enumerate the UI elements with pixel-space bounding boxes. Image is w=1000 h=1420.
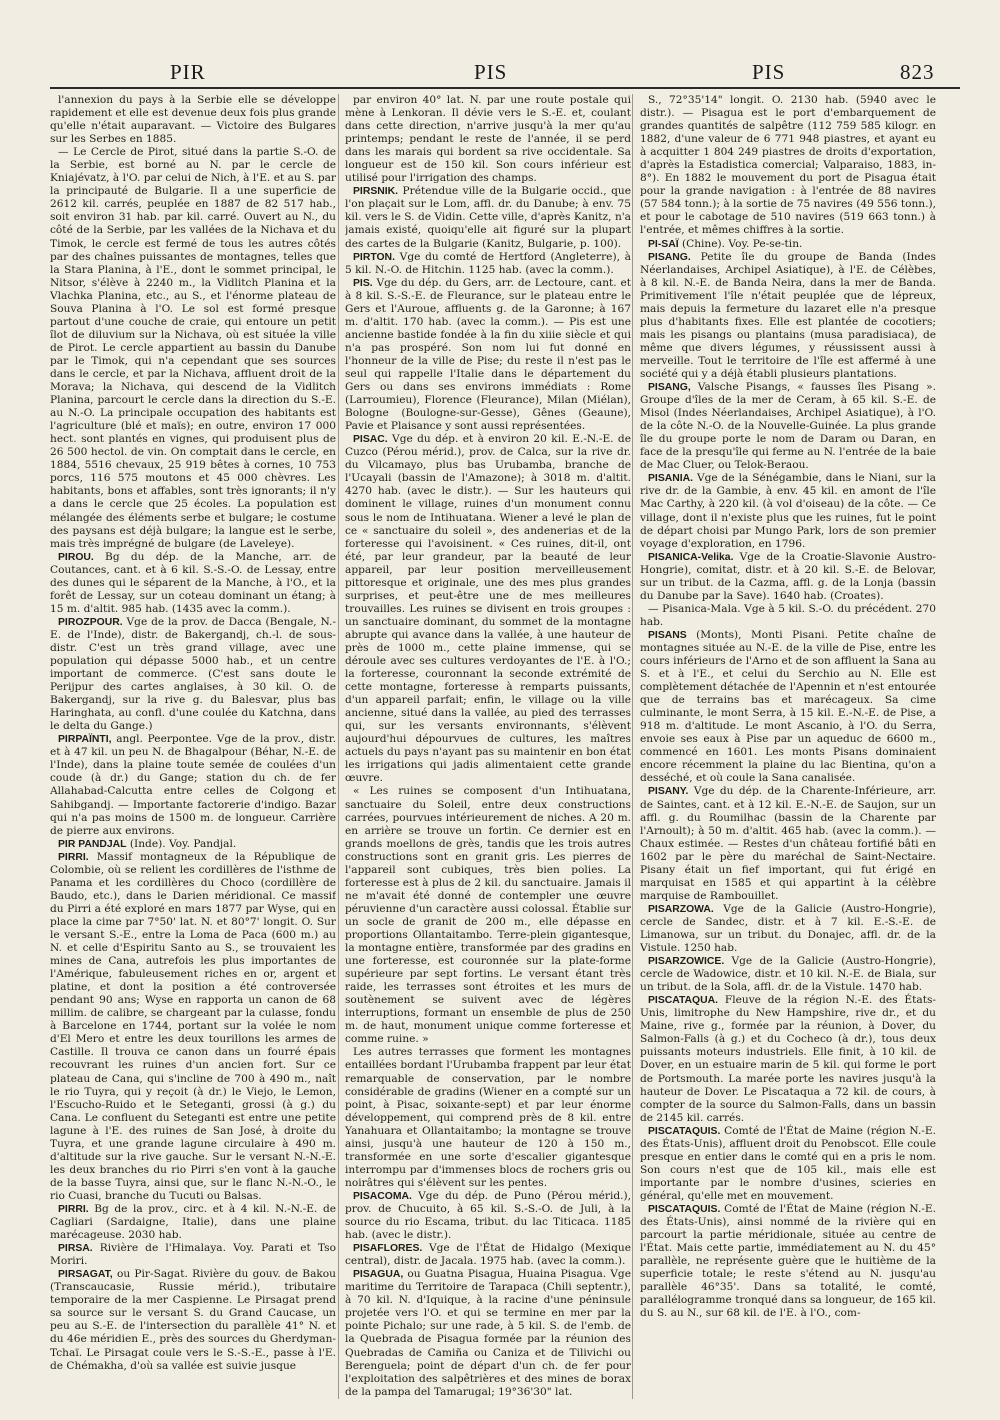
column-separator <box>338 94 339 1399</box>
entry-text: Vge du comté de Hertford (Angleterre), à 5 kil. N.-O. de Hitchin. 1125 hab. (avec la comm.). <box>345 250 631 276</box>
entry-headword: PIS. <box>353 277 373 289</box>
entry-text: Vge de la Sénégambie, dans le Niani, sur la rive dr. de la Gambie, à env. 45 kil. en amont de l'île Mac Carthy, à 220 kil. (à vol d'oiseau) de la côte. — Ce village, dont il n'existe plus que les ruines, fut le point de départ choisi par Mungo Park, lors de son premier voyage d'exploration, en 1796. <box>640 472 936 550</box>
dictionary-entry <box>50 1203 336 1242</box>
entry-text: angl. Peerpontee. Vge de la prov., distr. et à 47 kil. un peu N. de Bhagalpour (Béhar, N.-E. de l'Inde), dans la plaine toute semée de coulées d'un coude (à dr.) du Gange; station du ch. de fer Allahabad-Calcutta entre celles de Colgong et Sahibgandj. — Importante factorerie d'indigo. Bazar qui n'a pas moins de 1500 m. de longueur. Carrière de pierre aux environs. <box>50 733 336 837</box>
running-head-right: PIS <box>752 60 786 84</box>
entry-text: par environ 40° lat. N. par une route postale qui mène à Lenkoran. Il dévie vers le S.-E. et, coulant dans cette direction, n'arrive jusqu'à la mer qu'au printemps; pendant le reste de l'année, il se perd dans les marais qui bordent sa rive occidentale. Sa longueur est de 150 kil. Son cours inférieur est utilisé pour l'irrigation des champs. <box>345 94 631 185</box>
dictionary-entry <box>640 629 936 786</box>
dictionary-entry <box>345 94 631 185</box>
entry-headword: PIRRI. <box>58 1203 89 1215</box>
dictionary-entry <box>50 733 336 837</box>
dictionary-entry <box>640 238 936 251</box>
dictionary-entry <box>345 251 631 277</box>
entry-headword: PISANY. <box>648 786 689 798</box>
running-head-center: PIS <box>474 60 508 84</box>
text-column-1 <box>50 94 336 1404</box>
dictionary-entry <box>345 1046 631 1190</box>
entry-text: Prétendue ville de la Bulgarie occid., que l'on plaçait sur le Lom, affl. dr. du Danube; à env. 75 kil. vers le S. de Vidin. Cette ville, d'après Kanitz, n'a jamais existé, quoiqu'elle ait figuré sur la plupart des cartes de la Bulgarie (Kanitz, Bulgarie, p. 100). <box>345 185 631 250</box>
dictionary-entry <box>345 1242 631 1268</box>
entry-text: (Chine). Voy. Pe-se-tin. <box>681 237 803 250</box>
dictionary-entry <box>50 1242 336 1268</box>
entry-text: Vge de la Galicie (Austro-Hongrie), cercle de Wadowice, distr. et 10 kil. N.-E. de Biala, sur un tribut. de la Sola, affl. dr. de la Vistule. 1470 hab. <box>640 955 936 994</box>
entry-text: (Monts), Monti Pisani. Petite chaîne de montagnes située au N.-E. de la ville de Pise, entre les cours inférieurs de l'Arno et de son affluent la Sana au S. et à l'E., et celui du Serchio au N. Elle est complètement détachée de l'Apennin et n'est entourée que de terrains bas et marécageux. Sa cime culminante, le mont Serra, à 15 kil. E.-N.-E. de Pise, a 918 m. d'altitude. Le mont Ascanio, à l'O. du Serra, envoie ses eaux à Pise par un aqueduc de 6600 m., commencé en 1601. Les monts Pisans dominaient encore récemment la plaine du lac Bientina, qu'on a desséché, et où coule la Sana canalisée. <box>640 628 936 785</box>
entry-text: Bg de la prov., circ. et à 4 kil. N.-N.-E. de Cagliari (Sardaigne, Italie), dans une plaine marécageuse. 2030 hab. <box>50 1202 336 1242</box>
entry-headword: PISARZOWICE. <box>648 956 725 968</box>
entry-text: Petite île du groupe de Banda (Indes Néerlandaises, Archipel Asiatique), à l'E. de Célèbes, à 8 kil. N.-E. de Banda Neira, dans la mer de Banda. Primitivement l'île n'était peuplée que de lépreux, mais depuis la fermeture du lazaret elle n'a presque plus d'habitants fixes. Elle est plantée de cocotiers; mais les pisangs ou plantains (musa paradisiaca), de même que divers légumes, y réussissent aussi à merveille. Tout le territoire de l'île est affermé à une société qui y a déjà établi plusieurs plantations. <box>640 250 936 380</box>
dictionary-entry <box>640 94 936 238</box>
entry-headword: PIROZPOUR. <box>58 616 123 628</box>
entry-text: l'annexion du pays à la Serbie elle se développe rapidement et elle est devenue deux fois plus grande qu'elle n'était auparavant. — Victoire des Bulgares sur les Serbes en 1885. <box>50 94 336 146</box>
dictionary-entry <box>50 838 336 851</box>
page-number: 823 <box>900 60 935 84</box>
dictionary-entry <box>640 955 936 994</box>
entry-text: Massif montagneux de la République de Colombie, où se relient les cordillères de l'isthme de Panama et les cordillères du Choco (cordillère de Baudo, etc.), dans le Darien méridional. Ce massif du Pirri a été exploré en mars 1877 par Wyse, qui en place la cime par 7°50' lat. N. et 80°7' longit. O. Sur le versant S.-E., entre la Loma de Paca (600 m.) au N. et celle d'Espiritu Santo au S., se trouvaient les mines de Cana, autrefois les plus importantes de l'Amérique, fabuleusement riches en or, argent et platine, et dont la position a été controversée pendant 90 ans; Wyse en rapporta un canon de 68 millim. de calibre, se chargeant par la culasse, fondu à Barcelone en 1744, portant sur la volée le nom d'El Mero et entre les deux tourillons les armes de Castille. Il trouva ce canon dans un fourré épais recouvrant les ruines d'un ancien fort. Sur ce plateau de Cana, qui s'incline de 700 à 490 m., naît le rio Tuyra, qui y reçoit (à dr.) le Viejo, le Lemon, l'Escucho-Ruido et le Seteganti, grossi (à g.) du Cana. Le confluent du Seteganti est entre une petite lagune à l'E. des ruines de San José, à droite du Tuyra, et une grande lagune circulaire à 490 m. d'altitude sur la rive gauche. Sur le versant N.-N.-E. les deux branches du rio Pirri s'en vont à la gauche de la basse Tuyra, ainsi que, sur le flanc N.-N.-O., le rio Cuasi, branche du Tucuti ou Balsas. <box>50 850 336 1202</box>
entry-headword: PISANS <box>648 629 687 641</box>
entry-headword: PIR PANDJAL <box>58 838 127 850</box>
column-separator <box>632 94 633 1399</box>
dictionary-entry <box>640 1203 936 1320</box>
entry-text: ou Pir-Sagat. Rivière du gouv. de Bakou (Transcaucasie, Russie mérid.), tributaire temporaire de la mer Caspienne. Le Pirsagat prend sa source sur le versant S. du Grand Caucase, un peu au S.-E. de l'intersection du parallèle 41° N. et du 46e méridien E., près des sources du Gherdyman-Tchaï. Le Pirsagat coule vers le S.-S.-E., passe à l'E. de Chémakha, d'où sa vallée est suivie jusque <box>50 1268 336 1372</box>
text-column-2 <box>345 94 631 1404</box>
entry-text: Vge de la Croatie-Slavonie Austro-Hongrie), comitat, distr. et à 20 kil. S.-E. de Belovar, sur un tribut. de la Cazma, affl. g. de la Lonja (bassin du Danube par la Save). 1640 hab. (Croates). <box>640 550 936 602</box>
entry-text: ou Guatna Pisagua, Huaina Pisagua. Vge maritime du Territoire de Tarapaca (Chili septentr.), à 70 kil. N. d'Iquique, à la racine d'une péninsule projetée vers l'O. et qui se termine en mer par la pointe Pichalo; sur une rade, à 5 kil. S. de l'emb. de la Quebrada de Pisagua formée par la réunion des Quebradas de Camiña ou Caniza et de Tilivichi ou Berenguela; point de départ d'un ch. de fer pour l'exploitation des salpêtrières et des mines de borax de la pampa del Tamarugal; 19°36'30" lat. <box>345 1268 631 1398</box>
entry-text: Vge de la Galicie (Austro-Hongrie), cercle de Sandec, distr. et à 7 kil. E.-S.-E. de Limanowa, sur un tribut. du Donajec, affl. dr. de la Vistule. 1250 hab. <box>640 902 936 955</box>
entry-text: Valsche Pisangs, « fausses îles Pisang ». Groupe d'îles de la mer de Ceram, à 65 kil. S.-E. de Misol (Indes Néerlandaises, Archipel Asiatique), à l'O. de la côte N.-O. de la Nouvelle-Guinée. La plus grande île du groupe porte le nom de Daram ou Daran, en face de la presqu'île qui ferme au N. l'entrée de la baie de Mac Cluer, ou Telok-Beraou. <box>640 381 936 472</box>
entry-headword: PISACOMA. <box>353 1190 412 1202</box>
entry-headword: PISAFLORES. <box>353 1243 423 1255</box>
entry-headword: PISANICA-Velika. <box>648 551 734 563</box>
entry-headword: PISAGUA, <box>353 1269 404 1281</box>
header-rule <box>50 87 960 89</box>
dictionary-entry <box>345 277 631 434</box>
dictionary-entry <box>50 1268 336 1372</box>
entry-text: S., 72°35'14" longit. O. 2130 hab. (5940 avec le distr.). — Pisagua est le port d'embarquement de grandes quantités de salpêtre (112 759 585 kilogr. en 1882, d'une valeur de 6 771 948 piastres, et ayant eu à acquitter 1 804 249 piastres de droits d'exportation, d'après la Estadistica comercial; Valparaiso, 1883, in-8°). En 1882 le mouvement du port de Pisagua était pour la grande navigation : à l'entrée de 88 navires (57 584 tonn.); à la sortie de 75 navires (49 556 tonn.), et pour le cabotage de 510 navires (519 663 tonn.) à l'entrée, et mêmes chiffres à la sortie. <box>640 94 936 237</box>
entry-headword: PISANG, <box>648 382 691 394</box>
running-head-left: PIR <box>170 60 206 84</box>
dictionary-entry <box>640 381 936 472</box>
entry-text: Comté de l'État de Maine (région N.-E. des États-Unis), ainsi nommé de la rivière qui en parcourt la partie méridionale, située au centre de l'État. Mais cette partie, immédiatement au N. du 45° parallèle, ne représente guère que le huitième de la superficie totale; le reste s'étend au N. jusqu'au parallèle 46°35'. Dans sa totalité, le comté, parallélogramme tronqué dans sa longueur, de 165 kil. du S. au N., sur 68 kil. de l'E. à l'O., com- <box>640 1202 936 1320</box>
entry-text: Vge du dép. du Gers, arr. de Lectoure, cant. et à 8 kil. S.-S.-E. de Fleurance, sur le plateau entre le Gers et l'Auroue, affluents g. de la Garonne; à 167 m. d'altit. 170 hab. (avec la comm.). — Pis est une ancienne bastide fondée à la fin du xiiie siècle et qui n'a pas prospéré. Son nom lui fut donné en l'honneur de la ville de Pise; du reste il n'est pas le seul qui rappelle l'Italie dans le département du Gers ou dans ses environs immédiats : Rome (Larroumieu), Florence (Fleurance), Milan (Miélan), Bologne (Boulogne-sur-Gesse), Gênes (Geaune), Pavie et Plaisance y sont aussi représentées. <box>345 276 631 433</box>
entry-text: Vge de la prov. de Dacca (Bengale, N.-E. de l'Inde), distr. de Bakergandj, ch.-l. de sous-distr. C'est un très grand village, avec une population qui dépasse 5000 hab., et un centre important de commerce. (C'est sans doute le Perijpur des cartes anglaises, à 30 kil. O. de Bakergandj, sur la rive g. du Balesvar, plus bas Haringhata, au confl. d'une coulée du Katchna, dans le delta du Gange.) <box>50 615 336 733</box>
entry-text: Bg du dép. de la Manche, arr. de Coutances, cant. et à 6 kil. S.-S.-O. de Lessay, entre des dunes qui le séparent de la Manche, à l'O., et la forêt de Lessay, sur un coteau dominant un étang; à 15 m. d'altit. 985 hab. (1435 avec la comm.). <box>50 550 336 615</box>
entry-text: Comté de l'État de Maine (région N.-E. des États-Unis), affluent droit du Penobscot. Elle coule presque en entier dans le comté qui en a pris le nom. Son cours n'est que de 105 kil., mais elle est importante par le nombre d'usines, scieries en général, qu'elle met en mouvement. <box>640 1124 936 1202</box>
entry-text: Vge du dép. et à environ 20 kil. E.-N.-E. de Cuzco (Pérou mérid.), prov. de Calca, sur la rive dr. du Vilcamayo, plus bas Urubamba, branche de l'Ucayali (bassin de l'Amazone); à 3018 m. d'altit. 4270 hab. (avec le distr.). — Sur les hauteurs qui dominent le village, ruines d'un monument connu sous le nom de Intihuatana. Wiener a levé le plan de ce « sanctuaire du soleil », des andenerias et de la forteresse qui l'avoisinent. « Ces ruines, dit-il, ont été, par leur grandeur, par la beauté de leur appareil, par leur position merveilleusement pittoresque et originale, une des mes plus grandes surprises, et peut-être une de mes meilleures trouvailles. Les ruines se divisent en trois groupes : un sanctuaire dominant, du sommet de la montagne abrupte qui avance dans la vallée, à une hauteur de près de 1000 m., cette plaine immense, qui se déroule avec ses cultures verdoyantes de l'E. à l'O.; la forteresse, couronnant la seconde extrémité de cette montagne, forteresse à remparts puissants, d'un appareil parfait; enfin, le village ou la ville ancienne, situé dans la vallée, au pied des terrasses qui, sur les versants environnants, s'élèvent aujourd'hui dépourvues de cultures, les maîtres actuels du pays n'ayant pas su maintenir en bon état les irrigations qui jadis alimentaient cette grande œuvre. <box>345 433 631 785</box>
entry-text: (Inde). Voy. Pandjal. <box>129 837 237 850</box>
dictionary-entry <box>640 551 936 603</box>
dictionary-entry <box>640 994 936 1124</box>
entry-headword: PIRSA. <box>58 1243 93 1255</box>
dictionary-entry <box>640 903 936 955</box>
entry-headword: PISANG. <box>648 251 691 263</box>
entry-headword: PIRTON. <box>353 251 395 263</box>
dictionary-entry <box>50 551 336 616</box>
entry-headword: PISAC. <box>353 434 388 446</box>
dictionary-entry <box>640 785 936 902</box>
entry-text: Vge du dép. de Puno (Pérou mérid.), prov. de Chucuito, à 65 kil. S.-S.-O. de Juli, à la source du rio Escama, tribut. du lac Titicaca. 1185 hab. (avec le distr.). <box>345 1189 631 1242</box>
dictionary-entry <box>640 472 936 550</box>
entry-text: — Le Cercle de Pirot, situé dans la partie S.-O. de la Serbie, est borné au N. par le cercle de Kniajévatz, à l'O. par celui de Nich, à l'E. et au S. par la principauté de Bulgarie. Il a une superficie de 2612 kil. carrés, peuplée en 1887 de 82 517 hab., soit environ 31 hab. par kil. carré. Ouvert au N., du côté de la Serbie, par les vallées de la Nichava et du Timok, le cercle est fermé de tous les autres côtés par des chaînes puissantes de montagnes, telles que la Stara Planina, à l'E., dont le sommet principal, le Nitsor, s'élève à 2240 m., la Vidlitch Planina et la Vlachka Planina, etc., au S., et l'énorme plateau de Souva Planina à l'O. Le sol est formé presque partout d'une couche de craie, qui entoure un petit îlot de diluvium sur la Nichava, où est située la ville de Pirot. Le cercle appartient au bassin du Danube par le Timok, qui n'a cependant que ses sources dans le cercle, et par la Nichava, affluent droit de la Morava; la Nichava, qui descend de la Vidlitch Planina, parcourt le cercle dans la direction du S.-E. au N.-O. La principale occupation des habitants est l'agriculture (blé et maïs); en outre, environ 17 000 hect. sont plantés en vignes, qui produisent plus de 26 500 hectol. de vin. On comptait dans le cercle, en 1884, 5516 chevaux, 25 919 bêtes à cornes, 10 753 porcs, 116 575 moutons et 45 000 chèvres. Les habitants, bons et affables, sont très ignorants; il n'y a dans le cercle que 25 écoles. La population est mélangée des éléments serbe et bulgare; le costume des paysans est déjà bulgare; la langue est le serbe, mais très imprégné de bulgare (de Laveleye). <box>50 146 336 550</box>
entry-text: Rivière de l'Himalaya. Voy. Parati et Tso Moriri. <box>50 1242 336 1268</box>
dictionary-entry <box>50 616 336 733</box>
entry-headword: PISANIA. <box>648 473 694 485</box>
entry-headword: PIROU. <box>58 551 94 563</box>
dictionary-entry <box>345 1190 631 1242</box>
dictionary-entry <box>640 251 936 381</box>
entry-text: Vge du dép. de la Charente-Inférieure, arr. de Saintes, cant. et à 12 kil. E.-N.-E. de Saujon, sur un affl. g. du Roumilhac (bassin de la Charente par l'Arnoult); à 50 m. d'altit. 465 hab. (avec la comm.). — Chaux estimée. — Restes d'un château fortifié bâti en 1602 par le père du maréchal de Saint-Nectaire. Pisany était un fief important, qui fut érigé en marquisat en 1585 et qui appartint à la célèbre marquise de Rambouillet. <box>640 785 936 902</box>
dictionary-entry <box>345 785 631 1046</box>
entry-headword: PIRPAÏNTI, <box>58 734 112 746</box>
entry-headword: PISCATAQUA. <box>648 995 719 1007</box>
entry-headword: PISARZOWA. <box>648 903 714 915</box>
entry-headword: PISCATAQUIS. <box>648 1125 721 1137</box>
dictionary-entry <box>50 851 336 1203</box>
dictionary-entry <box>50 94 336 146</box>
entry-text: — Pisanica-Mala. Vge à 5 kil. S.-O. du précédent. 270 hab. <box>640 602 936 628</box>
entry-headword: PIRRI. <box>58 851 89 863</box>
entry-text: « Les ruines se composent d'un Intihuatana, sanctuaire du Soleil, entre deux constructions carrées, pourvues intérieurement de niches. A 20 m. en arrière se trouve un fortin. Ce dernier est en grands moellons de grès, tandis que les trois autres constructions sont en granit gris. Les pierres de l'appareil sont cubiques, très bien polies. La forteresse est à plus de 2 kil. du sanctuaire. Jamais il ne m'avait été donné de contempler une œuvre péruvienne d'un caractère aussi colossal. Établie sur un socle de granit de 200 m., elle dépasse en proportions Ollantaitambo. Terre-plein gigantesque, la montagne entière, transformée par des gradins en une forteresse, est couronnée sur la plate-forme supérieure par sept fortins. Le versant étant très raide, les terrasses sont étroites et les murs de soutènement se suivent avec de légères interruptions, formant un ensemble de plus de 250 m. de haut, monument unique comme forteresse et comme ruine. » <box>345 785 631 1046</box>
entry-headword: PISCATAQUIS. <box>648 1203 721 1215</box>
dictionary-entry <box>345 433 631 785</box>
entry-text: Fleuve de la région N.-E. des États-Unis, limitrophe du New Hampshire, rive dr., et du Maine, rive g., formée par la réunion, à Dover, du Salmon-Falls (à g.) et du Cocheco (à dr.), tous deux puissants moteurs industriels. Elle finit, à 10 kil. de Dover, en un estuaire marin de 5 kil. qui forme le port de Portsmouth. La marée porte les navires jusqu'à la hauteur de Dover. Le Piscataqua a 72 kil. de cours, à compter de la source du Salmon-Falls, dans un bassin de 2145 kil. carrés. <box>640 994 936 1124</box>
dictionary-entry <box>345 1268 631 1398</box>
dictionary-entry <box>50 146 336 550</box>
entry-headword: PI-SAÏ <box>648 238 679 250</box>
dictionary-entry <box>640 1125 936 1203</box>
entry-headword: PIRSAGAT, <box>58 1269 113 1281</box>
entry-text: Vge de l'État de Hidalgo (Mexique central), distr. de Jacala. 1975 hab. (avec la comm.). <box>345 1242 631 1268</box>
text-column-3 <box>640 94 936 1404</box>
dictionary-entry <box>345 185 631 250</box>
entry-text: Les autres terrasses que forment les montagnes entaillées bordant l'Urubamba frappent par leur état remarquable de conservation, par le nombre considérable de gradins (Wiener en a compté sur un point, à Pisac, soixante-sept) et par leur énorme développement, qui comprend près de 8 kil. entre Yanahuara et Ollantaitambo; la montagne se trouve ainsi, jusqu'à une hauteur de 120 à 150 m., transformée en une sorte d'escalier gigantesque interrompu par d'immenses blocs de rochers gris ou noirâtres qui s'élèvent sur les pentes. <box>345 1046 631 1189</box>
dictionary-entry <box>640 603 936 629</box>
entry-headword: PIRSNIK. <box>353 186 399 198</box>
